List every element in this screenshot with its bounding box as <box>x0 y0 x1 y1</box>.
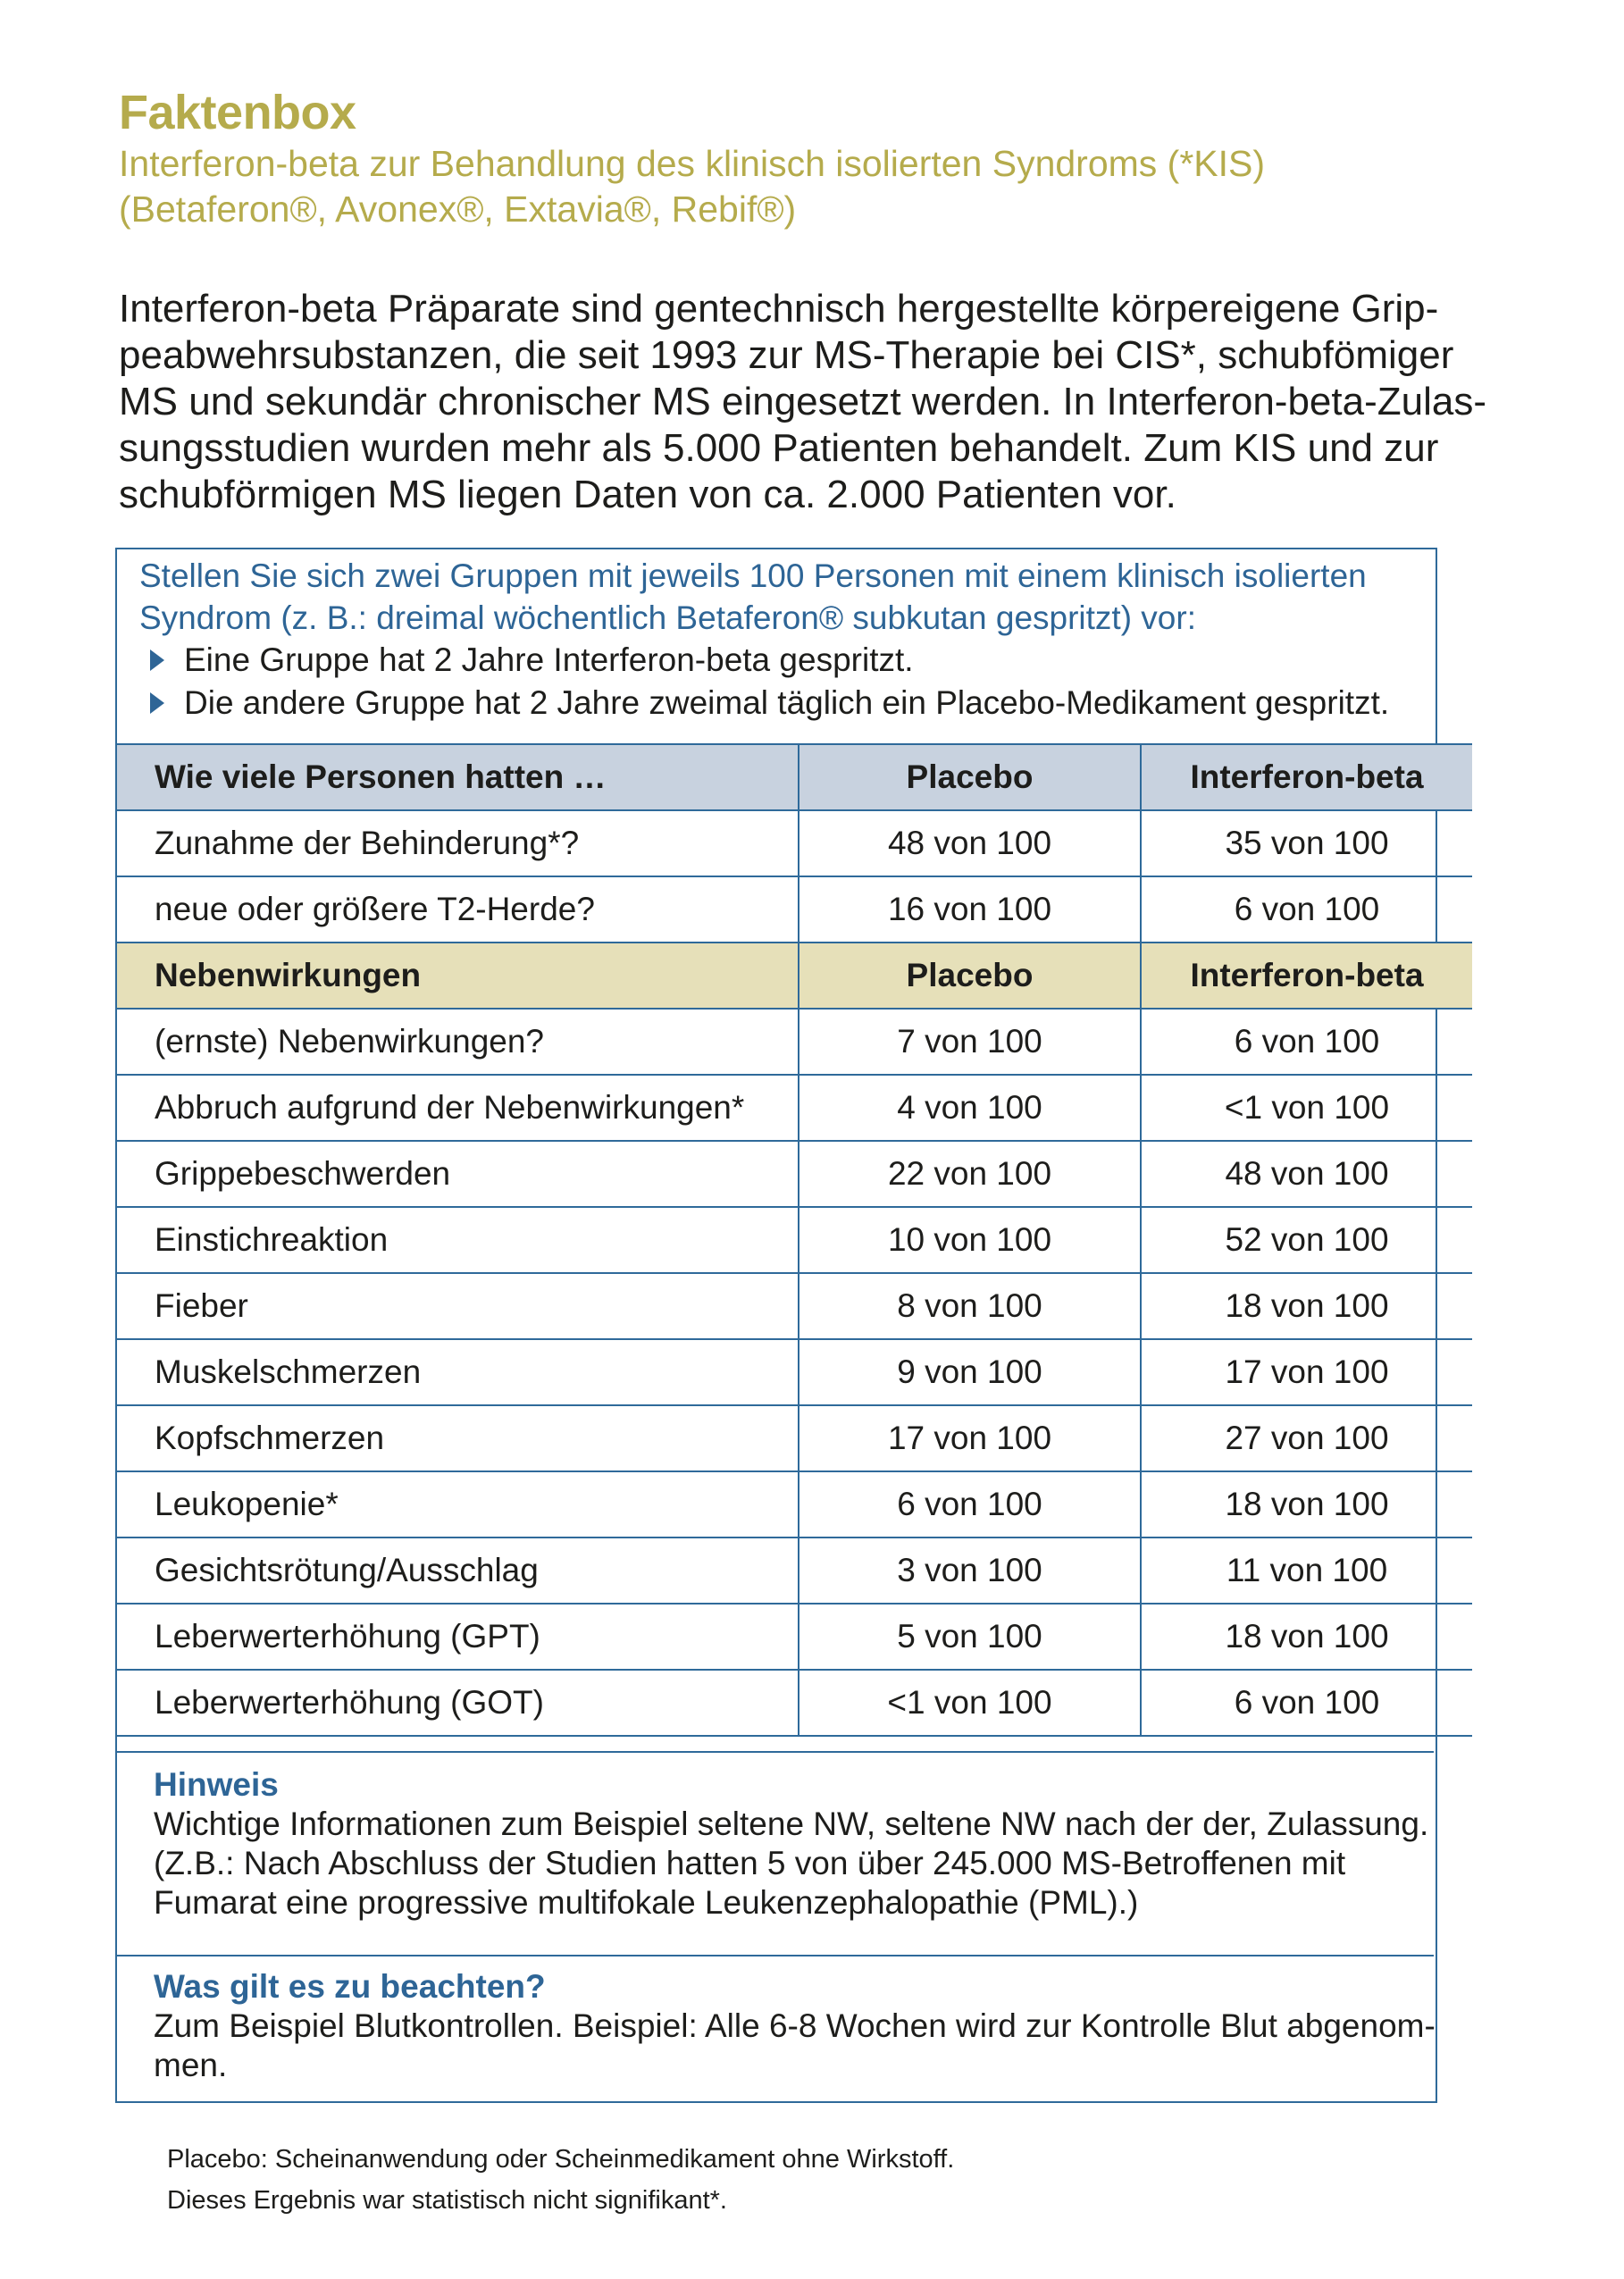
intro-line: Interferon-beta Präparate sind gentechnisch hergestellte körpereigene Grip- <box>119 287 1439 331</box>
table-row <box>117 1471 1472 1537</box>
interferon-value: 48 von 100 <box>1141 1141 1472 1207</box>
table-row <box>117 1670 1472 1736</box>
fact-box <box>115 548 1437 2103</box>
placebo-value: 9 von 100 <box>799 1339 1141 1405</box>
row-label: Abbruch aufgrund der Nebenwirkungen* <box>117 1075 799 1141</box>
table-row <box>117 810 1472 876</box>
row-label: Leukopenie* <box>117 1471 799 1537</box>
placebo-value: 10 von 100 <box>799 1207 1141 1273</box>
row-label: Leberwerterhöhung (GOT) <box>117 1670 799 1736</box>
placebo-value: 22 von 100 <box>799 1141 1141 1207</box>
benefit-header-row <box>117 744 1472 810</box>
row-label: Leberwerterhöhung (GPT) <box>117 1604 799 1670</box>
table-row <box>117 1207 1472 1273</box>
beachten-section <box>117 1955 1434 2085</box>
placebo-value: 16 von 100 <box>799 876 1141 943</box>
row-label: Kopfschmerzen <box>117 1405 799 1471</box>
page-title: Faktenbox <box>119 86 356 139</box>
scenario-line: Syndrom (z. B.: dreimal wöchentlich Betaferon® subkutan gespritzt) vor: <box>139 599 1196 636</box>
subtitle-line: Interferon-beta zur Behandlung des klinisch isolierten Syndroms (*KIS) <box>119 143 1266 184</box>
interferon-value: <1 von 100 <box>1141 1075 1472 1141</box>
placebo-value: 17 von 100 <box>799 1405 1141 1471</box>
placebo-value: 48 von 100 <box>799 810 1141 876</box>
interferon-value: 6 von 100 <box>1141 876 1472 943</box>
hinweis-body <box>154 1805 1434 1923</box>
row-label: neue oder größere T2-Herde? <box>117 876 799 943</box>
table-row <box>117 1339 1472 1405</box>
hinweis-line: (Z.B.: Nach Abschluss der Studien hatten 5 von über 245.000 MS-Betroffenen mit <box>154 1845 1346 1881</box>
results-table <box>117 743 1472 1737</box>
placebo-value: 7 von 100 <box>799 1009 1141 1075</box>
page-subtitle <box>119 141 1459 232</box>
beachten-body <box>154 2007 1434 2085</box>
hinweis-line: Fumarat eine progressive multifokale Leukenzephalopathie (PML).) <box>154 1884 1139 1921</box>
interferon-value: 6 von 100 <box>1141 1009 1472 1075</box>
header-cell-placebo: Placebo <box>799 943 1141 1009</box>
row-label: (ernste) Nebenwirkungen? <box>117 1009 799 1075</box>
interferon-value: 17 von 100 <box>1141 1339 1472 1405</box>
hinweis-title: Hinweis <box>154 1766 279 1803</box>
placebo-value: 5 von 100 <box>799 1604 1141 1670</box>
header-cell-side-effects: Nebenwirkungen <box>117 943 799 1009</box>
table-row <box>117 1009 1472 1075</box>
interferon-value: 18 von 100 <box>1141 1604 1472 1670</box>
beachten-line: men. <box>154 2047 228 2083</box>
scenario-description <box>139 555 1426 725</box>
scenario-bullet <box>139 682 1426 725</box>
table-row <box>117 1075 1472 1141</box>
intro-line: peabwehrsubstanzen, die seit 1993 zur MS-Therapie bei CIS*, schubfömiger <box>119 333 1454 377</box>
interferon-value: 35 von 100 <box>1141 810 1472 876</box>
row-label: Zunahme der Behinderung*? <box>117 810 799 876</box>
table-row <box>117 1537 1472 1604</box>
interferon-value: 18 von 100 <box>1141 1471 1472 1537</box>
subtitle-line: (Betaferon®, Avonex®, Extavia®, Rebif®) <box>119 189 797 230</box>
scenario-bullet-text: Eine Gruppe hat 2 Jahre Interferon-beta gespritzt. <box>184 641 914 678</box>
side-effects-header-row <box>117 943 1472 1009</box>
row-label: Grippebeschwerden <box>117 1141 799 1207</box>
placebo-value: 4 von 100 <box>799 1075 1141 1141</box>
beachten-line: Zum Beispiel Blutkontrollen. Beispiel: Alle 6-8 Wochen wird zur Kontrolle Blut abgenom- <box>154 2007 1436 2044</box>
footnote-placebo: Placebo: Scheinanwendung oder Scheinmedikament ohne Wirkstoff. <box>167 2145 955 2174</box>
interferon-value: 6 von 100 <box>1141 1670 1472 1736</box>
intro-paragraph <box>119 286 1486 518</box>
header-cell-interferon: Interferon-beta <box>1141 744 1472 810</box>
intro-line: schubförmigen MS liegen Daten von ca. 2.000 Patienten vor. <box>119 473 1176 516</box>
interferon-value: 27 von 100 <box>1141 1405 1472 1471</box>
table-row <box>117 1141 1472 1207</box>
scenario-bullet <box>139 639 1426 682</box>
footnotes <box>167 2139 954 2221</box>
table-row <box>117 1604 1472 1670</box>
intro-line: MS und sekundär chronischer MS eingesetzt werden. In Interferon-beta-Zulas- <box>119 380 1486 423</box>
header-cell-interferon: Interferon-beta <box>1141 943 1472 1009</box>
scenario-line: Stellen Sie sich zwei Gruppen mit jeweils 100 Personen mit einem klinisch isolierten <box>139 557 1367 594</box>
row-label: Fieber <box>117 1273 799 1339</box>
triangle-bullet-icon <box>150 692 164 714</box>
table-row <box>117 1405 1472 1471</box>
header-cell-question: Wie viele Personen hatten … <box>117 744 799 810</box>
hinweis-line: Wichtige Informationen zum Beispiel seltene NW, seltene NW nach der der, Zulassung. <box>154 1806 1429 1842</box>
placebo-value: 3 von 100 <box>799 1537 1141 1604</box>
table-row <box>117 876 1472 943</box>
header-cell-placebo: Placebo <box>799 744 1141 810</box>
interferon-value: 11 von 100 <box>1141 1537 1472 1604</box>
row-label: Einstichreaktion <box>117 1207 799 1273</box>
hinweis-section <box>117 1751 1434 1956</box>
placebo-value: 8 von 100 <box>799 1273 1141 1339</box>
placebo-value: 6 von 100 <box>799 1471 1141 1537</box>
interferon-value: 18 von 100 <box>1141 1273 1472 1339</box>
scenario-bullet-text: Die andere Gruppe hat 2 Jahre zweimal täglich ein Placebo-Medikament gespritzt. <box>184 684 1390 721</box>
footnote-significance: Dieses Ergebnis war statistisch nicht signifikant*. <box>167 2186 727 2215</box>
placebo-value: <1 von 100 <box>799 1670 1141 1736</box>
triangle-bullet-icon <box>150 649 164 671</box>
beachten-title: Was gilt es zu beachten? <box>154 1968 546 2005</box>
row-label: Muskelschmerzen <box>117 1339 799 1405</box>
interferon-value: 52 von 100 <box>1141 1207 1472 1273</box>
row-label: Gesichtsrötung/Ausschlag <box>117 1537 799 1604</box>
table-row <box>117 1273 1472 1339</box>
intro-line: sungsstudien wurden mehr als 5.000 Patienten behandelt. Zum KIS und zur <box>119 426 1439 470</box>
